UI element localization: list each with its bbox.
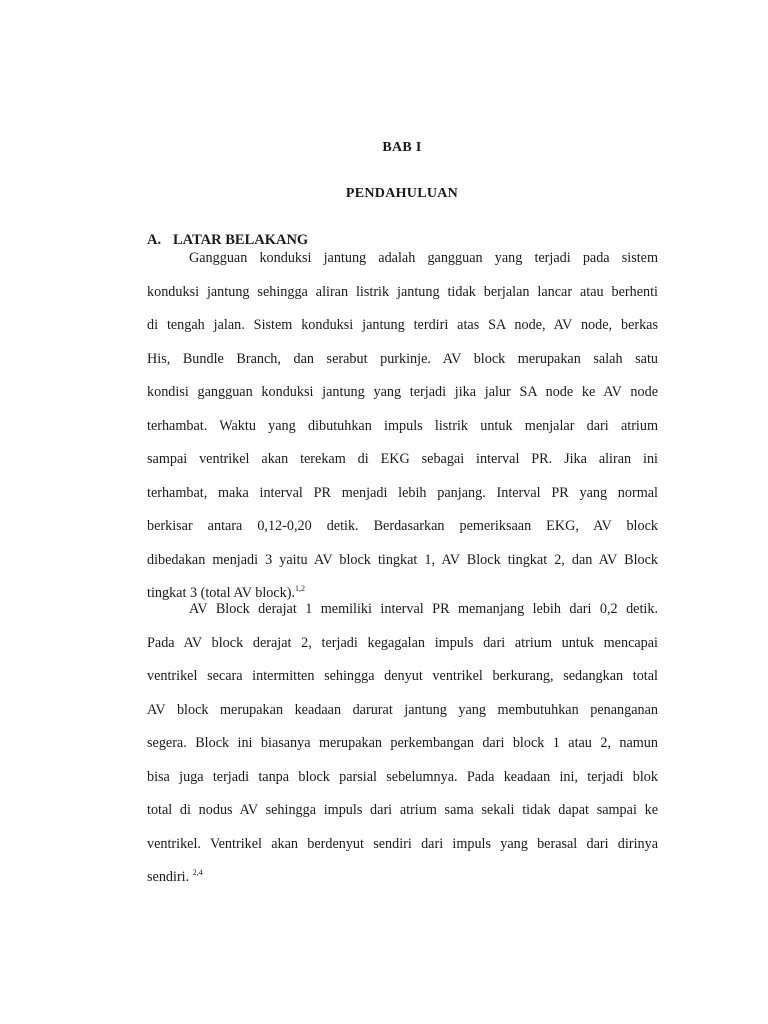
paragraph-line: ventrikel. Ventrikel akan berdenyut sendiri dari impuls yang berasal dari dirinya — [147, 835, 658, 852]
paragraph-line: konduksi jantung sehingga aliran listrik jantung tidak berjalan lancar atau berhenti — [147, 283, 658, 300]
paragraph-1 — [147, 242, 658, 611]
paragraph-line: kondisi gangguan konduksi jantung yang terjadi jika jalur SA node ke AV node — [147, 384, 658, 400]
paragraph-line: total di nodus AV sehingga impuls dari atrium sama sekali tidak dapat sampai ke — [147, 802, 658, 818]
paragraph-line: berkisar antara 0,12-0,20 detik. Berdasarkan pemeriksaan EKG, AV block — [147, 518, 658, 534]
paragraph-line: sampai ventrikel akan terekam di EKG sebagai interval PR. Jika aliran ini — [147, 451, 658, 467]
citation-superscript: 1,2 — [295, 584, 306, 593]
paragraph-line: di tengah jalan. Sistem konduksi jantung terdiri atas SA node, AV node, berkas — [147, 317, 658, 333]
paragraph-line: AV block merupakan keadaan darurat jantung yang membutuhkan penanganan — [147, 701, 658, 718]
paragraph-line: terhambat, maka interval PR menjadi lebih panjang. Interval PR yang normal — [147, 484, 658, 501]
paragraph-line: Pada AV block derajat 2, terjadi kegagalan impuls dari atrium untuk mencapai — [147, 634, 658, 651]
paragraph-line: dibedakan menjadi 3 yaitu AV block tingkat 1, AV Block tingkat 2, dan AV Block — [147, 551, 658, 568]
section-title: LATAR BELAKANG — [173, 232, 309, 248]
paragraph-line: terhambat. Waktu yang dibutuhkan impuls listrik untuk menjalar dari atrium — [147, 417, 658, 434]
paragraph-line: His, Bundle Branch, dan serabut purkinje. AV block merupakan salah satu — [147, 350, 658, 367]
paragraph-line-text: sendiri. — [147, 869, 193, 885]
paragraph-line: AV Block derajat 1 memiliki interval PR memanjang lebih dari 0,2 detik. — [189, 601, 658, 617]
citation-superscript: 2,4 — [192, 868, 203, 877]
paragraph-line: Gangguan konduksi jantung adalah gangguan yang terjadi pada sistem — [189, 250, 658, 266]
paragraph-2 — [147, 593, 658, 895]
chapter-title: PENDAHULUAN — [345, 186, 459, 201]
section-number: A. — [147, 232, 162, 248]
paragraph-line-text: tingkat 3 (total AV block). — [147, 585, 296, 601]
paragraph-line: ventrikel secara intermitten sehingga denyut ventrikel berkurang, sedangkan total — [147, 668, 658, 684]
chapter-number: BAB I — [382, 140, 422, 155]
paragraph-line: bisa juga terjadi tanpa block parsial sebelumnya. Pada keadaan ini, terjadi blok — [147, 768, 658, 785]
paragraph-line: segera. Block ini biasanya merupakan perkembangan dari block 1 atau 2, namun — [147, 735, 658, 751]
paragraph-last-line — [147, 861, 658, 895]
